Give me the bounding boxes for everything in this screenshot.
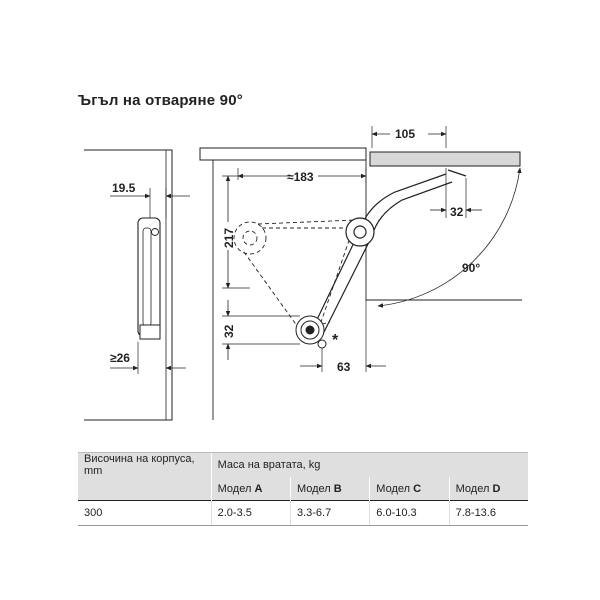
side-view	[84, 150, 190, 420]
dim-63: 63	[337, 360, 351, 374]
closed-position-arm	[234, 220, 356, 330]
cabinet-top-panel	[200, 148, 366, 160]
header-model-b: Модел B	[290, 477, 369, 501]
table-row	[78, 501, 528, 526]
table-models-row	[78, 477, 528, 501]
dim-19-5: 19.5	[112, 181, 136, 195]
dim-32-left: 32	[222, 324, 236, 338]
dim-90-degrees: 90°	[462, 261, 481, 275]
front-view	[200, 126, 522, 420]
header-model-c: Модел C	[370, 477, 449, 501]
header-model-d: Модел D	[449, 477, 528, 501]
header-cabinet-height: Височина на корпуса, mm	[78, 453, 211, 478]
cell-model-a: 2.0-3.5	[211, 501, 290, 526]
dim-ge-26: ≥26	[110, 351, 130, 365]
cell-model-b: 3.3-6.7	[290, 501, 369, 526]
dim-217: 217	[222, 227, 236, 248]
asterisk-mark: *	[332, 332, 339, 349]
header-door-mass: Маса на вратата, kg	[211, 453, 528, 478]
cabinet-side-panel	[213, 160, 522, 420]
cell-model-c: 6.0-10.3	[370, 501, 449, 526]
spec-table	[78, 452, 528, 526]
header-model-a: Модел A	[211, 477, 290, 501]
table-header-row	[78, 453, 528, 478]
page-title: Ъгъл на отваряне 90°	[78, 92, 243, 109]
mechanism-side-housing	[138, 218, 160, 336]
open-door-panel	[370, 152, 520, 166]
dim-105: 105	[395, 127, 416, 141]
open-position-arm	[312, 170, 466, 336]
cell-model-d: 7.8-13.6	[449, 501, 528, 526]
dim-183: ≈183	[287, 170, 314, 184]
dim-32-top: 32	[450, 205, 464, 219]
cell-height: 300	[78, 501, 211, 526]
